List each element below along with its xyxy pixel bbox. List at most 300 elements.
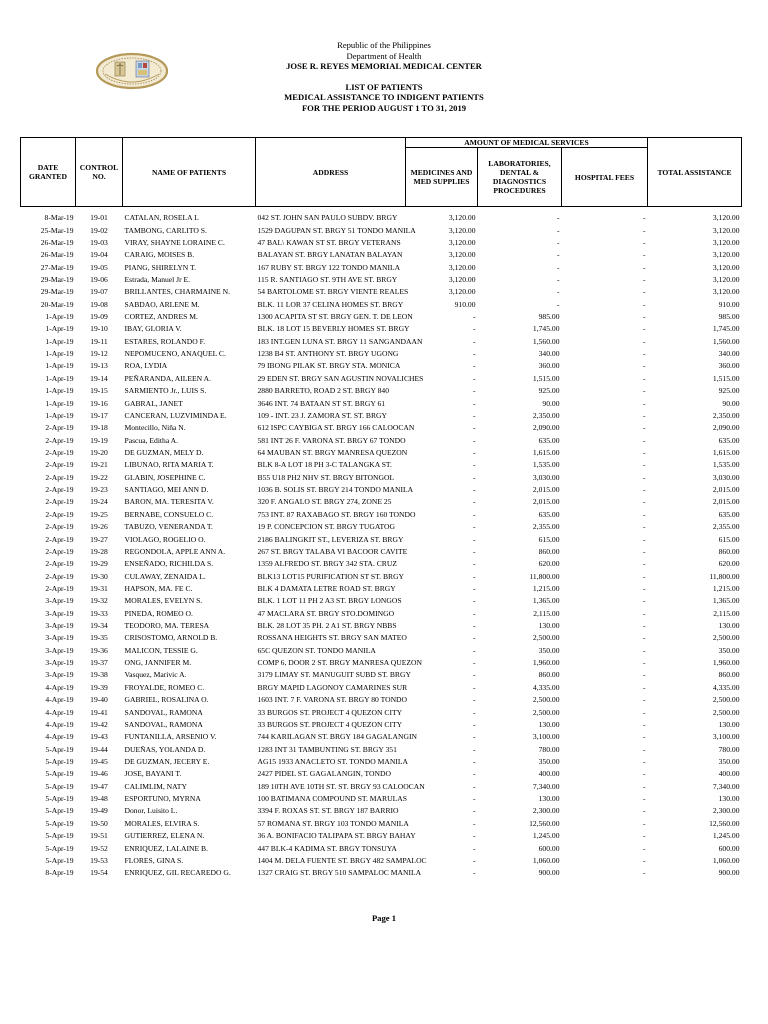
hospital-cell: -	[642, 621, 646, 631]
control-cell: 19-18	[90, 423, 108, 433]
control-cell: 19-06	[90, 274, 108, 284]
date-cell: 1-Apr-19	[45, 336, 74, 346]
labs-cell: 360.00	[538, 361, 560, 371]
address-cell: ROSSANA HEIGHTS ST. BRGY SAN MATEO	[257, 633, 407, 643]
address-cell: BALAYAN ST. BRGY LANATAN BALAYAN	[257, 250, 403, 260]
labs-cell: -	[556, 299, 560, 309]
total-cell: 910.00	[718, 299, 740, 309]
total-cell: 3,030.00	[712, 472, 740, 482]
address-cell: 042 ST. JOHN SAN PAULO SUBDV. BRGY	[257, 213, 398, 223]
header-list-title: LIST OF PATIENTS	[345, 81, 423, 92]
name-cell: CATALAN, ROSELA L	[124, 213, 199, 223]
address-cell: BLK 8-A LOT 18 PH 3-C TALANGKA ST.	[257, 460, 392, 470]
name-cell: BARON, MA. TERESITA V.	[124, 497, 214, 507]
table-row	[21, 397, 742, 409]
table-row	[21, 299, 742, 311]
control-cell: 19-22	[90, 472, 108, 482]
control-cell: 19-42	[90, 719, 108, 729]
hospital-cell: -	[642, 806, 646, 816]
hospital-cell: -	[642, 287, 646, 297]
labs-cell: 130.00	[538, 621, 560, 631]
labs-cell: 4,335.00	[532, 682, 560, 692]
hospital-cell: -	[642, 658, 646, 668]
date-cell: 1-Apr-19	[45, 410, 74, 420]
name-cell: CULAWAY, ZENAIDA L.	[124, 571, 206, 581]
address-cell: 54 BARTOLOME ST. BRGY VIENTE REALES	[257, 287, 409, 297]
date-cell: 2-Apr-19	[45, 509, 74, 519]
table-row	[21, 830, 742, 842]
control-cell: 19-34	[90, 621, 108, 631]
date-cell: 3-Apr-19	[45, 608, 74, 618]
medicines-cell: -	[472, 843, 476, 853]
address-cell: 57 ROMANA ST. BRGY 103 TONDO MANILA	[257, 818, 409, 828]
labs-cell: 1,215.00	[532, 583, 560, 593]
control-cell: 19-08	[90, 299, 108, 309]
labs-cell: 900.00	[538, 868, 560, 878]
control-cell: 19-28	[90, 546, 108, 556]
medicines-cell: 3,120.00	[448, 287, 476, 297]
total-cell: 780.00	[718, 744, 740, 754]
hospital-cell: -	[642, 299, 646, 309]
hospital-cell: -	[642, 435, 646, 445]
total-cell: 400.00	[718, 769, 740, 779]
hospital-cell: -	[642, 855, 646, 865]
address-cell: 2880 BARRETO, ROAD 2 ST. BRGY 840	[257, 386, 389, 396]
col-header-control: CONTROL NO.	[76, 138, 123, 207]
total-cell: 1,745.00	[712, 324, 740, 334]
total-cell: 350.00	[718, 645, 740, 655]
table-row	[21, 855, 742, 867]
address-cell: 1327 CRAIG ST. BRGY 510 SAMPALOC MANILA	[257, 868, 422, 878]
total-cell: 130.00	[718, 621, 740, 631]
hospital-cell: -	[642, 448, 646, 457]
date-cell: 5-Apr-19	[45, 843, 74, 853]
total-cell: 635.00	[718, 509, 740, 519]
control-cell: 19-15	[90, 386, 108, 396]
name-cell: SANDOVAL, RAMONA	[124, 707, 203, 717]
date-cell: 2-Apr-19	[45, 497, 74, 507]
medicines-cell: -	[472, 621, 476, 631]
total-cell: 3,100.00	[712, 732, 740, 742]
name-cell: CALIMLIM, NATY	[124, 781, 187, 791]
name-cell: GABRIEL, ROSALINA O.	[124, 695, 209, 705]
labs-cell: 7,340.00	[532, 781, 560, 791]
medicines-cell: -	[472, 423, 476, 433]
control-cell: 19-27	[90, 534, 108, 544]
table-row	[21, 323, 742, 335]
table-row	[21, 558, 742, 570]
control-cell: 19-01	[90, 213, 108, 223]
address-cell: BRGY MAPID LAGONOY CAMARINES SUR	[257, 682, 408, 692]
hospital-cell: -	[642, 324, 646, 334]
name-cell: IBAY, GLORIA V.	[124, 324, 182, 334]
total-cell: 1,060.00	[712, 855, 740, 865]
address-cell: 19 P. CONCEPCION ST. BRGY TUGATOG	[257, 522, 395, 532]
labs-cell: 615.00	[538, 534, 560, 544]
labs-cell: -	[556, 225, 560, 235]
table-row	[21, 669, 742, 681]
medicines-cell: -	[472, 497, 476, 507]
total-cell: 2,300.00	[712, 806, 740, 816]
name-cell: PEÑARANDA, AILEEN A.	[124, 373, 211, 383]
total-cell: 1,560.00	[712, 336, 740, 346]
hospital-cell: -	[642, 818, 646, 828]
name-cell: ESTARES, ROLANDO F.	[124, 336, 206, 346]
medicines-cell: -	[472, 349, 476, 359]
date-cell: 4-Apr-19	[45, 682, 74, 692]
table-row	[21, 632, 742, 644]
date-cell: 4-Apr-19	[45, 719, 74, 729]
table-row	[21, 484, 742, 496]
medicines-cell: -	[472, 435, 476, 445]
table-row	[21, 434, 742, 446]
medicines-cell: -	[472, 509, 476, 519]
date-cell: 4-Apr-19	[45, 732, 74, 742]
header-period: FOR THE PERIOD AUGUST 1 TO 31, 2019	[301, 102, 467, 113]
col-header-hospital: HOSPITAL FEES	[562, 148, 648, 207]
address-cell: 65C QUEZON ST. TONDO MANILA	[257, 645, 376, 655]
control-cell: 19-47	[90, 781, 108, 791]
labs-cell: 130.00	[538, 719, 560, 729]
hospital-cell: -	[642, 497, 646, 507]
control-cell: 19-03	[90, 237, 108, 247]
date-cell: 1-Apr-19	[45, 386, 74, 396]
hospital-cell: -	[642, 794, 646, 804]
table-row	[21, 472, 742, 484]
name-cell: DUEÑAS, YOLANDA D.	[124, 744, 206, 754]
control-cell: 19-45	[90, 756, 108, 766]
labs-cell: 400.00	[538, 769, 560, 779]
total-cell: 90.00	[722, 398, 740, 408]
medicines-cell: -	[472, 596, 476, 606]
control-cell: 19-05	[90, 262, 108, 272]
labs-cell: 1,960.00	[532, 658, 560, 668]
medicines-cell: -	[472, 781, 476, 791]
labs-cell: 925.00	[538, 386, 560, 396]
table-row	[21, 336, 742, 348]
total-cell: 2,350.00	[712, 410, 740, 420]
name-cell: FLORES, GINA S.	[124, 855, 184, 865]
name-cell: SABDAO, ARLENE M.	[124, 299, 200, 309]
address-cell: 36 A. BONIFACIO TALIPAPA ST. BRGY BAHAY	[257, 831, 416, 841]
medicines-cell: 3,120.00	[448, 225, 476, 235]
date-cell: 26-Mar-19	[40, 237, 74, 247]
hospital-cell: -	[642, 485, 646, 495]
hospital-cell: -	[642, 361, 646, 371]
date-cell: 3-Apr-19	[45, 633, 74, 643]
name-cell: BERNABE, CONSUELO C.	[124, 509, 214, 519]
address-cell: 2186 BALINGKIT ST., LEVERIZA ST. BRGY	[257, 534, 404, 544]
address-cell: BLK. 28 LOT 35 PH. 2 A1 ST. BRGY NBBS	[257, 621, 397, 631]
medicines-cell: -	[472, 695, 476, 705]
hospital-cell: -	[642, 695, 646, 705]
hospital-cell: -	[642, 633, 646, 643]
address-cell: B55 U18 PH2 NHV ST. BRGY BITONGOL	[257, 472, 395, 482]
date-cell: 25-Mar-19	[40, 225, 74, 235]
name-cell: MALICON, TESSIE G.	[124, 645, 198, 655]
labs-cell: 600.00	[538, 843, 560, 853]
control-cell: 19-36	[90, 645, 108, 655]
medicines-cell: -	[472, 732, 476, 742]
name-cell: ONG, JANNIFER M.	[124, 658, 192, 668]
control-cell: 19-38	[90, 670, 108, 680]
name-cell: Pascua, Editha A.	[124, 435, 179, 445]
table-row	[21, 583, 742, 595]
total-cell: 860.00	[718, 546, 740, 556]
date-cell: 1-Apr-19	[45, 324, 74, 334]
name-cell: VIOLAGO, ROGELIO O.	[124, 534, 206, 544]
labs-cell: -	[556, 237, 560, 247]
total-cell: 2,115.00	[713, 608, 740, 618]
date-cell: 2-Apr-19	[45, 423, 74, 433]
hospital-cell: -	[642, 682, 646, 692]
medicines-cell: -	[472, 373, 476, 383]
address-cell: 33 BURGOS ST. PROJECT 4 QUEZON CITY	[257, 719, 403, 729]
control-cell: 19-19	[90, 435, 108, 445]
name-cell: PIANG, SHIRELYN T.	[124, 262, 197, 272]
table-row	[21, 682, 742, 694]
medicines-cell: -	[472, 719, 476, 729]
table-row	[21, 731, 742, 743]
total-cell: 2,500.00	[712, 695, 740, 705]
table-row	[21, 373, 742, 385]
control-cell: 19-39	[90, 682, 108, 692]
name-cell: LIBUNAO, RITA MARIA T.	[124, 460, 214, 470]
name-cell: HAPSON, MA. FE C.	[124, 583, 193, 593]
labs-cell: 90.00	[542, 398, 560, 408]
hospital-cell: -	[642, 522, 646, 532]
labs-cell: 1,535.00	[532, 460, 560, 470]
date-cell: 5-Apr-19	[45, 855, 74, 865]
hospital-cell: -	[642, 868, 646, 878]
medicines-cell: 3,120.00	[448, 274, 476, 284]
table-row	[21, 447, 742, 459]
hospital-cell: -	[642, 250, 646, 260]
date-cell: 26-Mar-19	[40, 250, 74, 260]
col-header-address: ADDRESS	[256, 138, 406, 207]
name-cell: ESPORTUNO, MYRNA	[124, 794, 201, 804]
control-cell: 19-54	[90, 868, 108, 878]
table-row	[21, 818, 742, 830]
date-cell: 3-Apr-19	[45, 670, 74, 680]
control-cell: 19-04	[90, 250, 108, 260]
table-row	[21, 867, 742, 879]
labs-cell: 780.00	[538, 744, 560, 754]
total-cell: 1,245.00	[712, 831, 740, 841]
labs-cell: 1,515.00	[532, 373, 560, 383]
labs-cell: 860.00	[538, 546, 560, 556]
medicines-cell: -	[472, 485, 476, 495]
control-cell: 19-09	[90, 312, 108, 322]
table-row	[21, 706, 742, 718]
labs-cell: -	[556, 274, 560, 284]
medicines-cell: -	[472, 658, 476, 668]
total-cell: 7,340.00	[712, 781, 740, 791]
table-row	[21, 719, 742, 731]
address-cell: BLK 4 DAMATA LETRE ROAD ST. BRGY	[257, 583, 396, 593]
medicines-cell: 910.00	[454, 299, 476, 309]
control-cell: 19-50	[90, 818, 108, 828]
name-cell: DE GUZMAN, MELY D.	[124, 448, 204, 457]
name-cell: TABUZO, VENERANDA T.	[124, 522, 213, 532]
total-cell: 2,355.00	[712, 522, 740, 532]
labs-cell: 1,560.00	[532, 336, 560, 346]
total-cell: 1,960.00	[712, 658, 740, 668]
name-cell: ROA, LYDIA	[124, 361, 168, 371]
name-cell: Estrada, Manuel Jr E.	[124, 274, 191, 284]
medicines-cell: -	[472, 534, 476, 544]
hospital-cell: -	[642, 769, 646, 779]
name-cell: CANCERAN, LUZVIMINDA E.	[124, 410, 227, 420]
name-cell: VIRAY, SHAYNE LORAINE C.	[124, 237, 225, 247]
name-cell: CORTEZ, ANDRES M.	[124, 312, 198, 322]
address-cell: 1036 B. SOLIS ST. BRGY 214 TONDO MANILA	[257, 485, 414, 495]
total-cell: 1,535.00	[712, 460, 740, 470]
total-cell: 900.00	[718, 868, 740, 878]
hospital-cell: -	[642, 831, 646, 841]
name-cell: BRILLANTES, CHARMAINE N.	[124, 287, 230, 297]
col-header-total: TOTAL ASSISTANCE	[648, 138, 742, 207]
table-row	[21, 743, 742, 755]
control-cell: 19-43	[90, 732, 108, 742]
date-cell: 1-Apr-19	[45, 361, 74, 371]
table-row	[21, 311, 742, 323]
total-cell: 1,615.00	[712, 448, 740, 457]
address-cell: 189 10TH AVE 10TH ST. ST. BRGY 93 CALOOCAN	[257, 781, 425, 791]
medicines-cell: 3,120.00	[448, 213, 476, 223]
control-cell: 19-02	[90, 225, 108, 235]
date-cell: 2-Apr-19	[45, 571, 74, 581]
address-cell: 1238 B4 ST. ANTHONY ST. BRGY UGONG	[257, 349, 399, 359]
hospital-cell: -	[642, 719, 646, 729]
total-cell: 2,015.00	[712, 497, 740, 507]
name-cell: TAMBONG, CARLITO S.	[124, 225, 207, 235]
hospital-seal-logo	[95, 52, 169, 90]
header-department: Department of Health	[346, 50, 422, 61]
address-cell: 29 EDEN ST. BRGY SAN AGUSTIN NOVALICHES	[257, 373, 424, 383]
hospital-cell: -	[642, 756, 646, 766]
date-cell: 5-Apr-19	[45, 794, 74, 804]
total-cell: 2,015.00	[712, 485, 740, 495]
control-cell: 19-49	[90, 806, 108, 816]
hospital-cell: -	[642, 559, 646, 569]
control-cell: 19-23	[90, 485, 108, 495]
medicines-cell: -	[472, 608, 476, 618]
table-row	[21, 768, 742, 780]
total-cell: 3,120.00	[712, 225, 740, 235]
labs-cell: 3,100.00	[532, 732, 560, 742]
date-cell: 1-Apr-19	[45, 312, 74, 322]
total-cell: 615.00	[718, 534, 740, 544]
patient-assistance-table	[20, 137, 742, 879]
date-cell: 1-Apr-19	[45, 398, 74, 408]
date-cell: 2-Apr-19	[45, 460, 74, 470]
name-cell: REGONDOLA, APPLE ANN A.	[124, 546, 226, 556]
address-cell: 3179 LIMAY ST. MANUGUIT SUBD ST. BRGY	[257, 670, 411, 680]
address-cell: 447 BLK-4 KADIMA ST. BRGY TONSUYA	[257, 843, 397, 853]
address-cell: 612 ISPC CAYBIGA ST. BRGY 166 CALOOCAN	[257, 423, 415, 433]
address-cell: 581 INT 26 F. VARONA ST. BRGY 67 TONDO	[257, 435, 406, 445]
control-cell: 19-25	[90, 509, 108, 519]
table-row	[21, 657, 742, 669]
hospital-cell: -	[642, 213, 646, 223]
control-cell: 19-44	[90, 744, 108, 754]
labs-cell: -	[556, 262, 560, 272]
labs-cell: 12,560.00	[529, 818, 560, 828]
control-cell: 19-30	[90, 571, 108, 581]
medicines-cell: -	[472, 633, 476, 643]
date-cell: 5-Apr-19	[45, 769, 74, 779]
table-row	[21, 805, 742, 817]
control-cell: 19-46	[90, 769, 108, 779]
total-cell: 3,120.00	[712, 274, 740, 284]
control-cell: 19-13	[90, 361, 108, 371]
control-cell: 19-29	[90, 559, 108, 569]
address-cell: 1300 ACAPITA ST ST. BRGY GEN. T. DE LEON	[257, 312, 413, 322]
table-row	[21, 274, 742, 286]
date-cell: 27-Mar-19	[40, 262, 74, 272]
name-cell: GLABIN, JOSEPHINE C.	[124, 472, 206, 482]
date-cell: 5-Apr-19	[45, 806, 74, 816]
address-cell: 320 F. ANGALO ST. BRGY 274, ZONE 25	[257, 497, 392, 507]
total-cell: 3,120.00	[712, 262, 740, 272]
address-cell: BLK. 11 LOR 37 CELINA HOMES ST. BRGY	[257, 299, 404, 309]
name-cell: FUNTANILLA, ARSENIO V.	[124, 732, 217, 742]
table-row	[21, 422, 742, 434]
control-cell: 19-26	[90, 522, 108, 532]
control-cell: 19-51	[90, 831, 108, 841]
medicines-cell: 3,120.00	[448, 250, 476, 260]
address-cell: 79 IBONG PILAK ST. BRGY STA. MONICA	[257, 361, 401, 371]
name-cell: GUTIERREZ, ELENA N.	[124, 831, 205, 841]
name-cell: ENRIQUEZ, GIL RECAREDO G.	[124, 868, 231, 878]
address-cell: BLK13 LOT15 PURIFICATION ST ST. BRGY	[257, 571, 405, 581]
table-row	[21, 793, 742, 805]
date-cell: 5-Apr-19	[45, 756, 74, 766]
medicines-cell: -	[472, 682, 476, 692]
address-cell: 2427 PIDEL ST. GAGALANGIN, TONDO	[257, 769, 391, 779]
labs-cell: 635.00	[538, 509, 560, 519]
control-cell: 19-48	[90, 794, 108, 804]
medicines-cell: -	[472, 645, 476, 655]
total-cell: 860.00	[718, 670, 740, 680]
table-row	[21, 348, 742, 360]
total-cell: 600.00	[718, 843, 740, 853]
address-cell: BLK. 18 LOT 15 BEVERLY HOMES ST. BRGY	[257, 324, 410, 334]
date-cell: 8-Apr-19	[45, 868, 74, 878]
control-cell: 19-17	[90, 410, 108, 420]
date-cell: 2-Apr-19	[45, 559, 74, 569]
medicines-cell: -	[472, 868, 476, 878]
total-cell: 635.00	[718, 435, 740, 445]
address-cell: 183 INT.GEN LUNA ST. BRGY 11 SANGANDAAN	[257, 336, 423, 346]
address-cell: 3646 INT. 74 BATAAN ST ST. BRGY 61	[257, 398, 386, 408]
header-republic: Republic of the Philippines	[337, 40, 431, 50]
control-cell: 19-37	[90, 658, 108, 668]
name-cell: Vasquez, Marivic A.	[124, 670, 187, 680]
medicines-cell: -	[472, 448, 476, 457]
address-cell: COMP 6, DOOR 2 ST. BRGY MANRESA QUEZON	[257, 658, 422, 668]
labs-cell: 2,500.00	[532, 707, 560, 717]
medicines-cell: 3,120.00	[448, 237, 476, 247]
col-header-date: DATE GRANTED	[21, 138, 76, 207]
table-row	[21, 694, 742, 706]
hospital-cell: -	[642, 373, 646, 383]
hospital-cell: -	[642, 398, 646, 408]
total-cell: 1,365.00	[712, 596, 740, 606]
labs-cell: 635.00	[538, 435, 560, 445]
total-cell: 2,500.00	[712, 707, 740, 717]
